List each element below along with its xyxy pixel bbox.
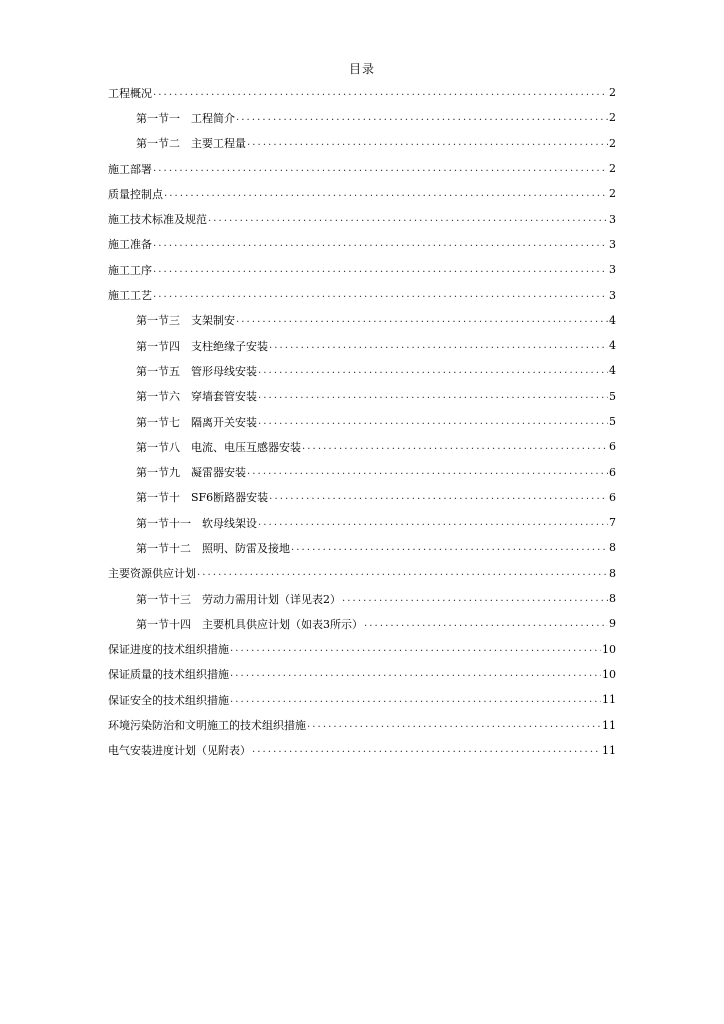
toc-entry[interactable]: [108, 333, 616, 358]
toc-dot-leader: [269, 490, 608, 504]
toc-entry-page: 4: [609, 339, 616, 353]
toc-dot-leader: [252, 743, 601, 757]
toc-dot-leader: [258, 415, 608, 429]
toc-entry[interactable]: [108, 535, 616, 560]
toc-dot-leader: [153, 86, 608, 100]
toc-dot-leader: [153, 237, 608, 251]
toc-list: [108, 80, 616, 763]
toc-entry-label: 施工部署: [108, 162, 152, 176]
toc-dot-leader: [302, 440, 608, 454]
toc-entry[interactable]: [108, 181, 616, 206]
toc-dot-leader: [236, 111, 608, 125]
toc-dot-leader: [230, 693, 601, 707]
toc-dot-leader: [291, 541, 608, 555]
toc-entry[interactable]: [108, 738, 616, 763]
toc-entry[interactable]: [108, 80, 616, 105]
toc-entry-page: 11: [602, 743, 616, 757]
toc-dot-leader: [247, 465, 608, 479]
toc-entry-label: 第一节二 主要工程量: [136, 137, 246, 151]
toc-entry[interactable]: [108, 131, 616, 156]
toc-entry-page: 10: [602, 642, 616, 656]
toc-entry[interactable]: [108, 712, 616, 737]
toc-entry-label: 第一节十一 软母线架设: [136, 516, 257, 530]
toc-entry[interactable]: [108, 662, 616, 687]
toc-dot-leader: [342, 592, 608, 606]
toc-dot-leader: [230, 642, 601, 656]
toc-entry-label: 第一节四 支柱绝缘子安装: [136, 339, 268, 353]
toc-entry-page: 8: [609, 541, 616, 555]
toc-entry-label: 第一节一 工程简介: [136, 111, 235, 125]
toc-entry-page: 8: [609, 566, 616, 580]
toc-entry-label: 施工技术标准及规范: [108, 213, 207, 227]
toc-entry[interactable]: [108, 611, 616, 636]
toc-entry-label: 第一节九 凝雷器安装: [136, 466, 246, 480]
toc-entry-page: 11: [602, 693, 616, 707]
toc-entry-page: 5: [609, 415, 616, 428]
toc-entry-page: 8: [609, 592, 616, 606]
toc-entry-page: 6: [609, 490, 616, 504]
toc-entry-label: 质量控制点: [108, 187, 163, 201]
toc-dot-leader: [208, 212, 608, 226]
toc-entry[interactable]: [108, 206, 616, 231]
toc-entry-page: 2: [609, 187, 616, 201]
toc-entry-page: 9: [609, 617, 616, 631]
toc-entry[interactable]: [108, 586, 616, 611]
toc-entry-page: 2: [609, 86, 616, 100]
toc-entry[interactable]: [108, 105, 616, 130]
toc-entry-label: 第一节六 穿墙套管安装: [136, 390, 257, 404]
toc-entry[interactable]: [108, 282, 616, 307]
toc-entry-page: 5: [609, 389, 616, 403]
toc-entry-label: 保证进度的技术组织措施: [108, 643, 229, 657]
toc-entry-page: 10: [602, 667, 616, 681]
toc-entry-page: 4: [609, 313, 616, 327]
toc-entry-label: 保证安全的技术组织措施: [108, 693, 229, 707]
toc-entry-page: 7: [609, 516, 616, 530]
toc-entry[interactable]: [108, 637, 616, 662]
toc-entry-label: 主要资源供应计划: [108, 567, 196, 581]
toc-dot-leader: [247, 136, 608, 150]
toc-dot-leader: [153, 162, 608, 176]
toc-entry-label: 第一节十 SF6断路器安装: [136, 491, 269, 505]
toc-entry[interactable]: [108, 485, 616, 510]
toc-entry[interactable]: [108, 156, 616, 181]
toc-entry[interactable]: [108, 687, 616, 712]
toc-entry-page: 3: [609, 263, 616, 277]
toc-entry-page: 3: [609, 288, 616, 302]
toc-entry-label: 第一节八 电流、电压互感器安装: [136, 440, 301, 454]
toc-entry[interactable]: [108, 409, 616, 434]
toc-entry[interactable]: [108, 459, 616, 484]
toc-dot-leader: [258, 516, 608, 530]
toc-dot-leader: [236, 313, 608, 327]
toc-entry[interactable]: [108, 510, 616, 535]
toc-entry[interactable]: [108, 257, 616, 282]
toc-entry-page: 2: [609, 111, 616, 125]
toc-dot-leader: [164, 187, 608, 201]
toc-dot-leader: [197, 566, 608, 580]
toc-entry-label: 施工工序: [108, 263, 152, 277]
toc-entry-page: 3: [609, 237, 616, 251]
toc-entry-page: 6: [609, 465, 616, 479]
toc-entry-label: 第一节七 隔离开关安装: [136, 415, 257, 429]
toc-entry-label: 第一节十四 主要机具供应计划（如表3所示）: [136, 617, 363, 631]
toc-entry-page: 2: [609, 136, 616, 150]
toc-dot-leader: [258, 364, 608, 378]
toc-entry-label: 施工准备: [108, 238, 152, 252]
toc-entry-label: 第一节五 管形母线安装: [136, 364, 257, 378]
toc-entry-label: 工程概况: [108, 86, 152, 100]
toc-entry-page: 4: [609, 364, 616, 378]
toc-dot-leader: [269, 339, 608, 353]
toc-dot-leader: [307, 718, 601, 732]
toc-entry[interactable]: [108, 561, 616, 586]
toc-entry[interactable]: [108, 232, 616, 257]
toc-dot-leader: [230, 667, 601, 681]
toc-entry-page: 6: [609, 440, 616, 454]
toc-dot-leader: [153, 288, 608, 302]
toc-entry[interactable]: [108, 358, 616, 383]
toc-entry-label: 第一节三 支架制安: [136, 314, 235, 328]
toc-entry[interactable]: [108, 384, 616, 409]
toc-dot-leader: [364, 617, 608, 631]
toc-entry[interactable]: [108, 308, 616, 333]
toc-title: 目录: [348, 62, 375, 76]
toc-entry-label: 保证质量的技术组织措施: [108, 668, 229, 682]
toc-entry-page: 3: [609, 212, 616, 226]
toc-entry-page: 11: [602, 718, 616, 732]
toc-entry-label: 第一节十三 劳动力需用计划（详见表2）: [136, 592, 341, 606]
toc-entry-label: 第一节十二 照明、防雷及接地: [136, 541, 290, 555]
toc-entry-label: 电气安装进度计划（见附表）: [108, 744, 251, 758]
toc-entry-label: 环境污染防治和文明施工的技术组织措施: [108, 719, 306, 733]
toc-dot-leader: [258, 389, 608, 403]
toc-entry[interactable]: [108, 434, 616, 459]
toc-entry-page: 2: [609, 162, 616, 176]
toc-entry-label: 施工工艺: [108, 289, 152, 303]
toc-dot-leader: [153, 263, 608, 277]
